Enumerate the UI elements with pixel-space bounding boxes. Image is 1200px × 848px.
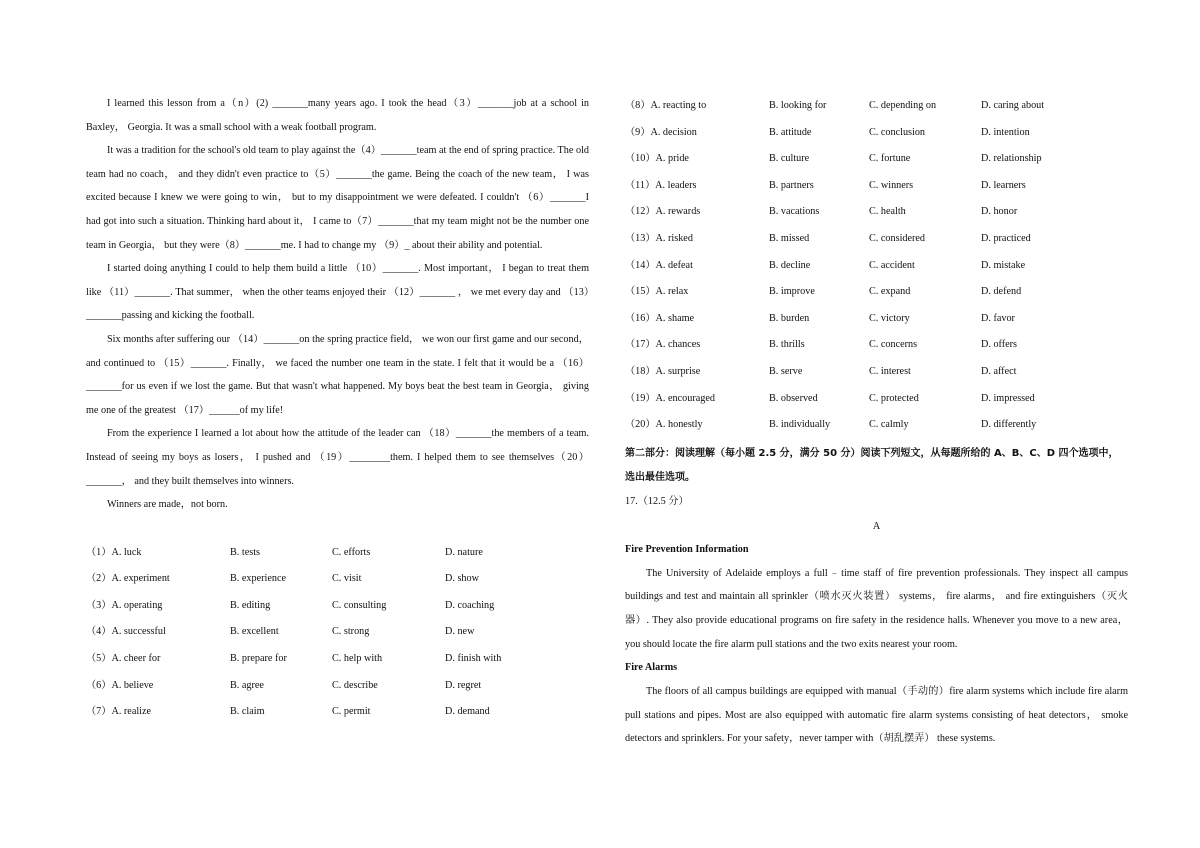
section-title: 第二部分：阅读理解（每小题 2.5 分，满分 50 分）阅读下列短文，从每题所给的 A、B、C、D 四个选项中，选出最佳选项。	[625, 447, 1119, 483]
option-c: C. describe	[332, 679, 378, 691]
options-list	[625, 96, 1128, 442]
option-c: C. accident	[869, 259, 915, 271]
option-row	[625, 335, 1128, 362]
option-a: （1）A. luck	[86, 546, 142, 558]
option-d: D. nature	[445, 546, 483, 558]
passage-paragraph: It was a tradition for the school's old team to play against the（4）_______team at the end of spring practice. The old team had no coach， and they didn't even practice to（5）_______the game. Being the coach of the new team， I was excited because I knew we were going to win， but to my disappointment we were defeated. I couldn't （6）_______I had got into such a situation. Thinking hard about it， I came to（7）_______that my team might not be the number one team in Georgia， but they were（8）_______me. I had to change my （9）_ about their ability and potential.	[86, 145, 589, 251]
option-d: D. favor	[981, 312, 1015, 324]
option-a: （7）A. realize	[86, 706, 152, 718]
option-c: C. considered	[869, 232, 926, 244]
option-row	[625, 96, 1128, 123]
option-b: B. culture	[769, 153, 810, 165]
passage-paragraph: From the experience I learned a lot about how the attitude of the leader can （18）_______the members of a team. Instead of seeing my boys as losers， I pushed and （19）________them. I helped them to see themselves（20）_______， and they built themselves into winners.	[86, 428, 589, 487]
option-d: D. caring about	[981, 100, 1045, 111]
option-d: D. relationship	[981, 153, 1042, 165]
option-a: （9）A. decision	[625, 126, 697, 138]
option-a: （19）A. encouraged	[625, 392, 715, 404]
option-b: B. looking for	[769, 100, 827, 111]
passage-heading: Fire Alarms	[625, 662, 678, 674]
option-d: D. affect	[981, 365, 1017, 377]
option-a: （10）A. pride	[625, 153, 689, 165]
option-b: B. excellent	[230, 626, 279, 638]
option-c: C. permit	[332, 706, 371, 718]
option-d: D. regret	[445, 679, 482, 691]
option-c: C. victory	[869, 312, 910, 324]
option-c: C. help with	[332, 653, 383, 665]
option-d: D. mistake	[981, 259, 1026, 271]
option-row	[625, 176, 1128, 203]
option-b: B. improve	[769, 286, 815, 298]
option-row	[625, 149, 1128, 176]
option-b: B. experience	[230, 573, 287, 585]
option-a: （13）A. risked	[625, 232, 693, 244]
passage-paragraph: Six months after suffering our （14）_______on the spring practice field， we won our first game and our second， and continued to （15）_______. Finally， we faced the number one team in the state. I felt that it would be a （16）_______for us even if we lost the game. But that wasn't what happened. My boys beat the best team in Georgia， giving me one of the greatest （17）______of my life!	[86, 333, 589, 416]
option-row	[625, 362, 1128, 389]
right-column	[625, 96, 1128, 751]
option-c: C. strong	[332, 626, 370, 638]
option-b: B. individually	[769, 419, 831, 431]
option-row	[86, 676, 589, 703]
option-d: D. demand	[445, 706, 490, 718]
passage-heading: Fire Prevention Information	[625, 543, 749, 555]
option-c: C. conclusion	[869, 126, 926, 138]
option-b: B. serve	[769, 365, 803, 377]
option-d: D. new	[445, 626, 475, 638]
option-c: C. calmly	[869, 419, 909, 431]
option-row	[86, 543, 589, 570]
option-d: D. impressed	[981, 392, 1035, 404]
option-c: C. depending on	[869, 100, 937, 111]
passage-paragraph: The floors of all campus buildings are equipped with manual（手动的）fire alarm systems which include fire alarm pull stations and pipes. Most are also equipped with automatic fire alarm systems consisting of heat detectors， smoke detectors and sprinklers. For your safety，never tamper with（胡乱摆弄） these systems.	[625, 686, 1128, 745]
option-b: B. vacations	[769, 206, 820, 218]
option-b: B. claim	[230, 706, 265, 718]
option-c: C. expand	[869, 286, 911, 298]
option-a: （6）A. believe	[86, 679, 154, 691]
option-row	[86, 596, 589, 623]
option-row	[625, 415, 1128, 442]
option-row	[625, 389, 1128, 416]
option-b: B. tests	[230, 546, 261, 558]
option-row	[625, 256, 1128, 283]
option-row	[86, 569, 589, 596]
option-a: （3）A. operating	[86, 599, 163, 611]
option-b: B. observed	[769, 392, 818, 404]
option-a: （8）A. reacting to	[625, 100, 707, 111]
option-d: D. show	[445, 573, 479, 585]
option-row	[86, 622, 589, 649]
option-c: C. winners	[869, 179, 914, 191]
question-number: 17.（12.5 分）	[625, 495, 689, 507]
option-d: D. finish with	[445, 653, 502, 665]
option-c: C. consulting	[332, 599, 387, 611]
option-c: C. visit	[332, 573, 362, 585]
passage-paragraph: The University of Adelaide employs a full﹣time staff of fire prevention professionals. They inspect all campus buildings and test and maintain all sprinkler（喷水灭火装置） systems， fire alarms， and fire extinguishers（灭火器）. They also provide educational programs on fire safety in the residence halls. Whenever you move to a new area， you should locate the fire alarm pull stations and the two exits nearest your room.	[625, 567, 1128, 650]
option-d: D. learners	[981, 179, 1026, 191]
option-d: D. defend	[981, 286, 1022, 298]
option-row	[625, 202, 1128, 229]
passage-label: A	[872, 520, 881, 532]
option-c: C. health	[869, 206, 906, 218]
option-d: D. practiced	[981, 232, 1031, 244]
option-d: D. honor	[981, 206, 1018, 218]
option-c: C. efforts	[332, 546, 371, 558]
option-b: B. editing	[230, 599, 271, 611]
option-b: B. burden	[769, 312, 810, 324]
option-d: D. differently	[981, 419, 1037, 431]
option-b: B. attitude	[769, 126, 812, 138]
option-c: C. protected	[869, 392, 919, 404]
option-b: B. agree	[230, 679, 264, 691]
option-c: C. interest	[869, 365, 911, 377]
option-row	[625, 229, 1128, 256]
option-c: C. fortune	[869, 153, 911, 165]
option-row	[625, 123, 1128, 150]
passage-paragraph: Winners are made，not born.	[107, 499, 228, 511]
option-row	[86, 649, 589, 676]
option-b: B. missed	[769, 232, 810, 244]
passage-paragraph: I learned this lesson from a（n）(2) _______many years ago. I took the head（3）_______job at a school in Baxley， Georgia. It was a small school with a weak football program.	[86, 98, 589, 133]
option-a: （20）A. honestly	[625, 419, 703, 431]
option-b: B. decline	[769, 259, 811, 271]
option-a: （2）A. experiment	[86, 573, 170, 585]
option-b: B. prepare for	[230, 653, 287, 665]
option-d: D. coaching	[445, 599, 495, 611]
option-row	[625, 282, 1128, 309]
left-column	[86, 92, 589, 729]
option-d: D. intention	[981, 126, 1030, 138]
option-a: （15）A. relax	[625, 286, 689, 298]
option-b: B. thrills	[769, 339, 805, 351]
option-a: （4）A. successful	[86, 626, 166, 638]
option-a: （18）A. surprise	[625, 365, 701, 377]
passage-paragraph: I started doing anything I could to help them build a little （10）_______. Most important， I began to treat them like （11）_______. That summer， when the other teams enjoyed their （12）_______ ， we met every day and （13）_______passing and kicking the football.	[86, 263, 589, 322]
option-d: D. offers	[981, 339, 1018, 351]
option-row	[625, 309, 1128, 336]
option-c: C. concerns	[869, 339, 918, 351]
option-a: （11）A. leaders	[625, 179, 697, 191]
options-list	[86, 543, 589, 729]
option-a: （5）A. cheer for	[86, 653, 161, 665]
option-a: （16）A. shame	[625, 312, 695, 324]
option-a: （14）A. defeat	[625, 259, 693, 271]
option-row	[86, 702, 589, 729]
option-a: （12）A. rewards	[625, 206, 701, 218]
option-a: （17）A. chances	[625, 339, 701, 351]
option-b: B. partners	[769, 179, 814, 191]
